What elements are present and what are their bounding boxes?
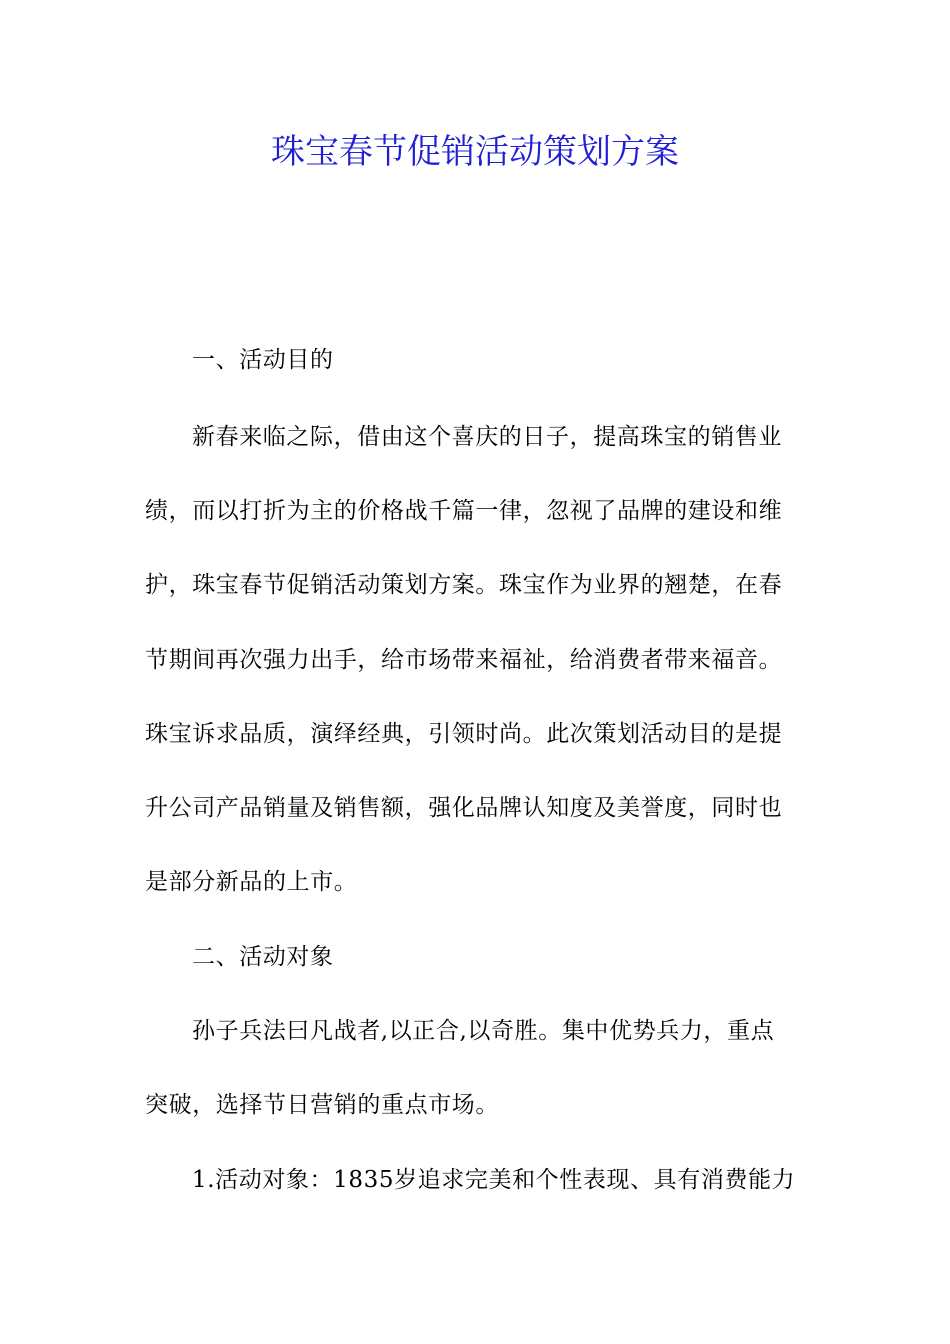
document-title: 珠宝春节促销活动策划方案 xyxy=(271,132,679,172)
paragraph-line: 新春来临之际，借由这个喜庆的日子，提高珠宝的销售业 xyxy=(192,424,782,450)
paragraph-line: 升公司产品销量及销售额，强化品牌认知度及美誉度，同时也 xyxy=(145,795,783,821)
paragraph-line: 孙子兵法曰凡战者,以正合,以奇胜。集中优势兵力，重点 xyxy=(192,1018,775,1044)
paragraph-line: 突破，选择节日营销的重点市场。 xyxy=(145,1092,499,1118)
section-heading-audience: 二、活动对象 xyxy=(192,944,334,970)
list-item: 1.活动对象：1835岁追求完美和个性表现、具有消费能力 xyxy=(192,1167,796,1193)
paragraph-line: 护，珠宝春节促销活动策划方案。珠宝作为业界的翘楚，在春 xyxy=(145,572,783,598)
paragraph-line: 绩，而以打折为主的价格战千篇一律，忽视了品牌的建设和维 xyxy=(145,498,783,524)
paragraph-line: 珠宝诉求品质，演绎经典，引领时尚。此次策划活动目的是提 xyxy=(145,721,783,747)
paragraph-line: 是部分新品的上市。 xyxy=(145,869,358,895)
section-heading-purpose: 一、活动目的 xyxy=(192,347,334,373)
paragraph-line: 节期间再次强力出手，给市场带来福祉，给消费者带来福音。 xyxy=(145,647,783,673)
